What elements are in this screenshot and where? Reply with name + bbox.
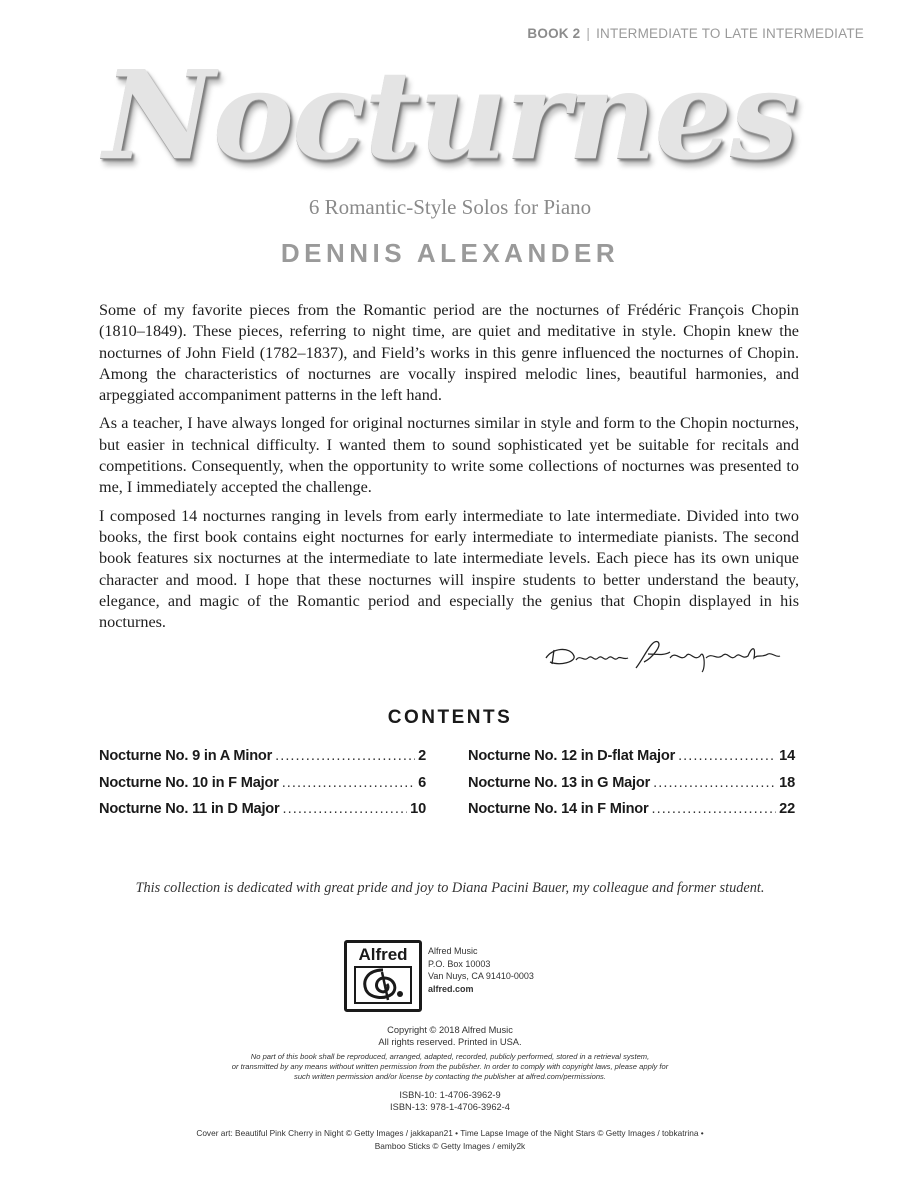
logo-wordmark: Alfred [358,945,408,964]
credits-line: Bamboo Sticks © Getty Images / emily2k [374,1140,526,1151]
rights-line: All rights reserved. Printed in USA. [378,1037,522,1047]
toc-page: 14 [779,748,795,764]
level-label: INTERMEDIATE TO LATE INTERMEDIATE [596,26,864,41]
intro-paragraph: I composed 14 nocturnes ranging in levels from early intermediate to late intermediate. Divided into two books, the first book contains eight nocturnes for early intermediate to intermediate pianists. The second book features six nocturnes at the intermediate to late intermediate levels. Each piece has its own unique character and mood. I hope that these nocturnes will inspire students to better understand the beauty, elegance, and magic of the Romantic period and especially the genius that Chopin displayed in his nocturnes. [99,506,799,632]
intro-paragraph: Some of my favorite pieces from the Romantic period are the nocturnes of Frédéric François Chopin (1810–1849). These pieces, referring to night time, are quiet and meditative in style. Chopin knew the nocturnes of John Field (1782–1837), and Field’s works in this genre influenced the nocturnes of Chopin. Among the characteristics of nocturnes are vocally inspired melodic lines, beautiful harmonies, and arpeggiated accompaniment patterns in the left hand. [99,301,799,405]
toc-leader [651,801,776,817]
toc-item [99,748,426,775]
series-header [527,26,864,41]
author-name: DENNIS ALEXANDER [280,238,620,268]
publisher-address [428,945,534,995]
page-title: Nocturnes [103,43,797,187]
toc-title: Nocturne No. 12 in D-flat Major [468,748,676,764]
toc-item [99,801,426,828]
contents-right-column [468,748,795,828]
isbn-block [0,1089,900,1113]
toc-page: 18 [779,774,795,791]
publisher-city: Van Nuys, CA 91410-0003 [428,971,534,981]
toc-leader [653,775,776,791]
subtitle: 6 Romantic-Style Solos for Piano [308,195,592,219]
fine-print-line: or transmitted by any means without written permission from the publisher. In order to comply with copyright laws, please apply for [231,1061,669,1071]
contents-left-column [99,748,426,828]
legal-notice [0,1024,900,1113]
clef-icon [354,966,412,1004]
alfred-logo [344,940,422,1012]
toc-item [99,775,426,802]
toc-leader [275,748,415,764]
fine-print-line: No part of this book shall be reproduced, arranged, adapted, recorded, publicly performed, stored in a retrieval system, [250,1052,650,1061]
publisher-name: Alfred Music [428,946,478,956]
toc-leader [283,801,408,817]
toc-page: 2 [418,748,426,764]
toc-page: 6 [418,774,426,791]
intro-text [99,300,799,640]
fine-print-line: such written permission and/or license by contacting the publisher at alfred.com/permissions. [294,1071,606,1081]
contents-heading: CONTENTS [387,707,513,728]
toc-item [468,775,795,802]
toc-title: Nocturne No. 13 in G Major [468,774,651,791]
toc-title: Nocturne No. 14 in F Minor [468,801,649,817]
credits-line: Cover art: Beautiful Pink Cherry in Night © Getty Images / jakkapan21 • Time Lapse Image of the Night Stars © Getty Images / tobkatrina • [196,1128,704,1138]
intro-paragraph: As a teacher, I have always longed for original nocturnes similar in style and form to the Chopin nocturnes, but easier in technical difficulty. I wanted them to sound sophisticated yet be suitable for recitals and competitions. Consequently, when the opportunity to write some collections of nocturnes was presented to me, I immediately accepted the challenge. [99,414,799,497]
toc-title: Nocturne No. 10 in F Major [99,774,279,791]
isbn-10: ISBN-10: 1-4706-3962-9 [399,1090,501,1101]
toc-page: 22 [779,801,795,817]
toc-page: 10 [410,801,426,817]
permissions-notice [0,1052,900,1081]
toc-item [468,801,795,828]
dedication: This collection is dedicated with great pride and joy to Diana Pacini Bauer, my colleague and former student. [135,880,765,896]
cover-art-credits [0,1127,900,1152]
toc-title: Nocturne No. 9 in A Minor [99,748,273,764]
toc-leader [678,748,776,764]
toc-item [468,748,795,775]
publisher-po-box: P.O. Box 10003 [428,958,491,969]
copyright-line: Copyright © 2018 Alfred Music [387,1025,513,1035]
isbn-13: ISBN-13: 978-1-4706-3962-4 [390,1102,510,1113]
toc-title: Nocturne No. 11 in D Major [99,801,280,817]
header-separator: | [586,26,591,41]
publisher-website: alfred.com [428,983,474,994]
book-number: BOOK 2 [527,26,581,41]
toc-leader [282,775,415,791]
author-signature [540,628,800,678]
